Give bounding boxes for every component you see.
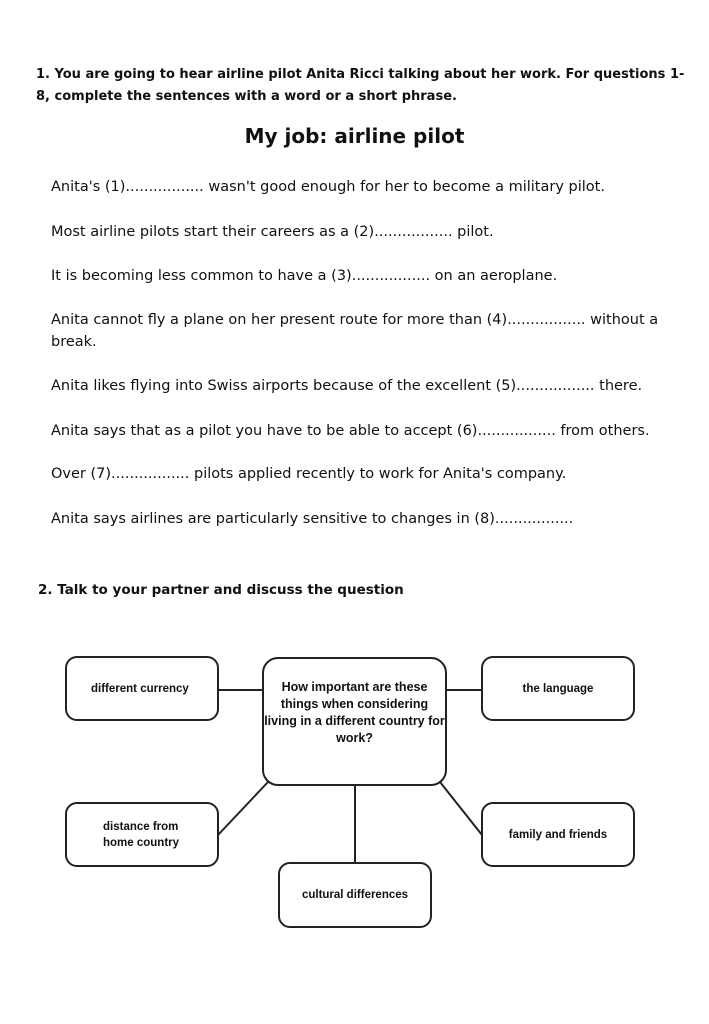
label-different-currency: different currency [91, 682, 189, 695]
question-5: Anita likes flying into Swiss airports because of the excellent (5)................. there. [51, 378, 643, 394]
question-2: Most airline pilots start their careers as a (2)................. pilot. [51, 224, 494, 240]
question-6: Anita says that as a pilot you have to be able to accept (6)................. from others. [51, 423, 650, 439]
worksheet-title: My job: airline pilot [244, 124, 465, 148]
connector-distance [218, 782, 268, 835]
question-3: It is becoming less common to have a (3)................. on an aeroplane. [51, 268, 558, 284]
question-7: Over (7)................. pilots applied recently to work for Anita's company. [51, 466, 567, 482]
question-1: Anita's (1)................. wasn't good enough for her to become a military pilot. [51, 179, 605, 195]
label-family-friends: family and friends [508, 828, 608, 841]
task1-instructions: 1. You are going to hear airline pilot Anita Ricci talking about her work. For questions 1-8, complete the sentences with a word or a short phrase. [36, 67, 685, 104]
central-question-box [262, 657, 447, 786]
box-family-friends [481, 802, 635, 867]
box-cultural-differences [278, 862, 432, 928]
label-cultural-differences: cultural differences [301, 889, 409, 901]
label-the-language: the language [522, 682, 594, 695]
box-different-currency [65, 656, 219, 721]
box-distance [65, 802, 219, 867]
question-8: Anita says airlines are particularly sensitive to changes in (8)................. [51, 511, 574, 527]
question-4: Anita cannot fly a plane on her present route for more than (4)................. without a break. [51, 312, 659, 350]
box-the-language [481, 656, 635, 721]
central-question: How important are these things when considering living in a different country for work? [264, 680, 445, 745]
task2-instructions: 2. Talk to your partner and discuss the question [38, 582, 404, 598]
label-distance: distance from home country [103, 820, 180, 849]
connector-family [440, 782, 482, 835]
